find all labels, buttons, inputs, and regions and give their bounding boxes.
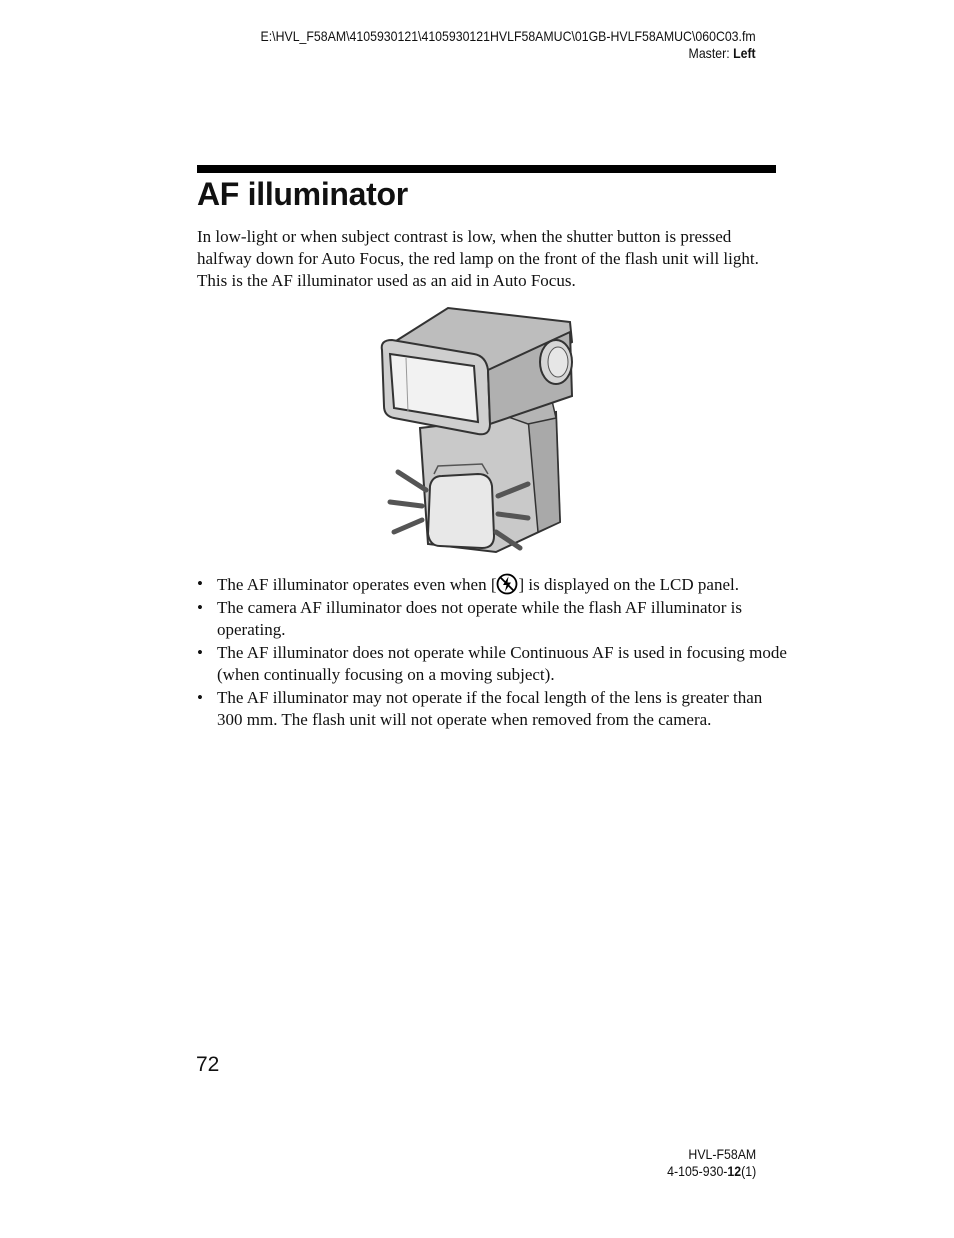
note-item — [197, 597, 787, 642]
note-item — [197, 687, 787, 732]
master-value: Left — [733, 45, 756, 61]
footer-code — [667, 1163, 756, 1180]
bullet: • — [197, 687, 203, 707]
code-suffix: (1) — [740, 1163, 756, 1179]
note-item — [197, 573, 787, 597]
note-2-text: The camera AF illuminator does not operate while the flash AF illuminator is operating. — [217, 597, 742, 639]
note-1-after: ] is displayed on the LCD panel. — [518, 575, 739, 594]
bullet: • — [197, 597, 203, 617]
note-1-before: The AF illuminator operates even when [ — [217, 575, 497, 594]
master-label: Master: — [688, 45, 734, 61]
bullet: • — [197, 642, 203, 662]
footer-model: HVL-F58AM — [688, 1146, 756, 1162]
file-path: E:\HVL_F58AM\4105930121\4105930121HVLF58AMUC\01GB-HVLF58AMUC\060C03.fm — [260, 28, 756, 44]
code-bold: 12 — [727, 1163, 741, 1179]
note-3-text: The AF illuminator does not operate while Continuous AF is used in focusing mode (when continually focusing on a moving subject). — [217, 642, 787, 684]
bullet: • — [197, 574, 203, 593]
page-title: AF illuminator — [197, 176, 408, 212]
note-item — [197, 642, 787, 687]
note-4-text: The AF illuminator may not operate if the focal length of the lens is greater than 300 mm. The flash unit will not operate when removed from the camera. — [217, 687, 763, 729]
notes-list — [197, 573, 787, 732]
title-rule — [197, 165, 776, 173]
intro-paragraph: In low-light or when subject contrast is low, when the shutter button is pressed halfway down for Auto Focus, the red lamp on the front of the flash unit will light. This is the AF illuminator used as an aid in Auto Focus. — [197, 227, 759, 290]
flash-disabled-icon — [496, 573, 518, 595]
header-path-block — [261, 28, 756, 62]
master-line — [261, 45, 756, 62]
flash-unit-illustration — [378, 300, 578, 560]
code-prefix: 4-105-930- — [666, 1163, 728, 1179]
footer-block — [667, 1146, 756, 1180]
page-number: 72 — [196, 1053, 220, 1076]
